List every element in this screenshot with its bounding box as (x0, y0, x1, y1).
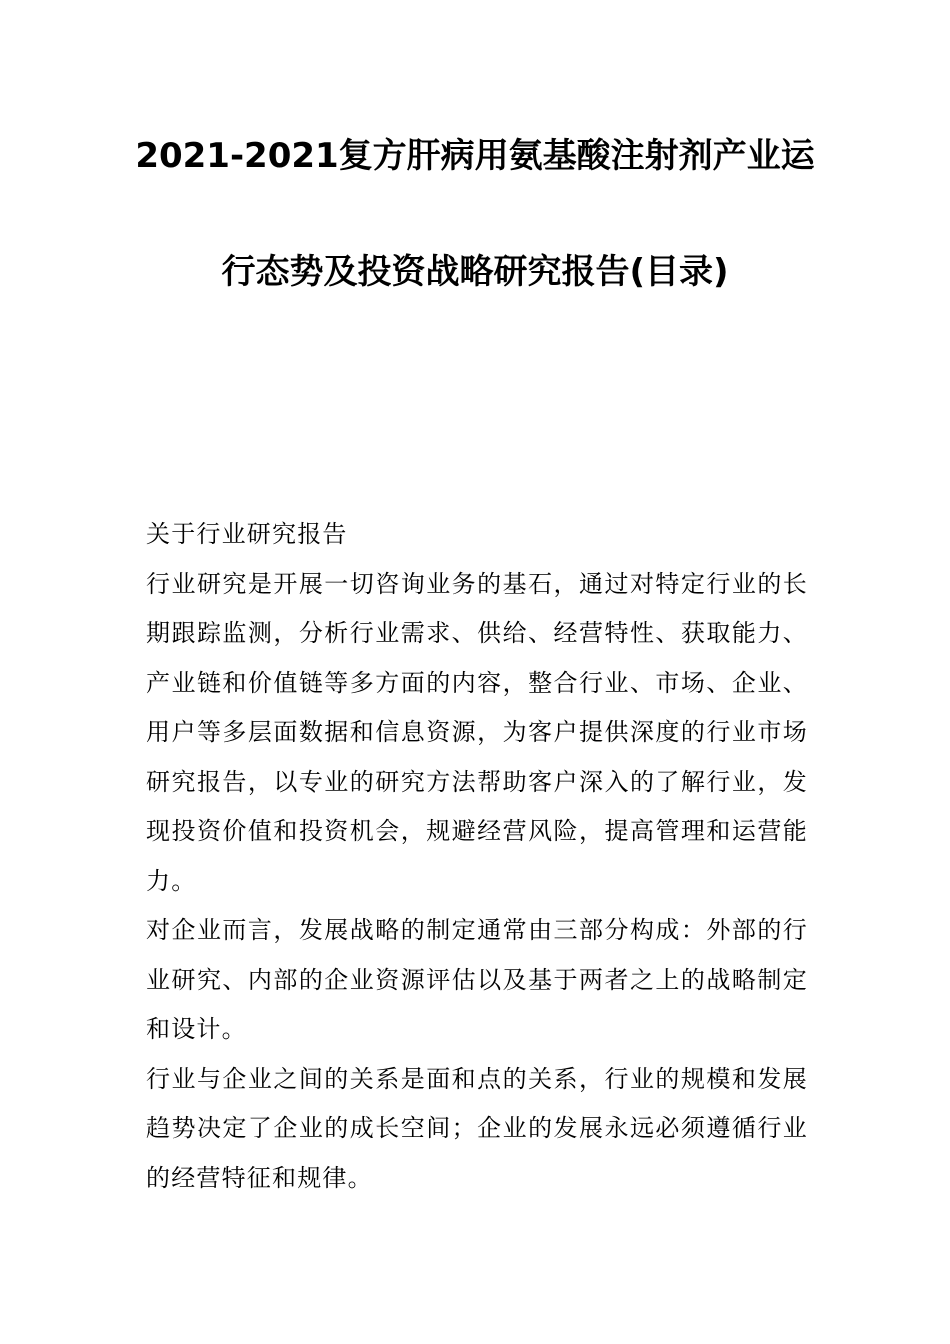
section-heading: 关于行业研究报告 (146, 520, 348, 548)
document-title-line-2: 行态势及投资战略研究报告(目录) (221, 252, 729, 292)
paragraph-2: 对企业而言，发展战略的制定通常由三部分构成：外部的行业研究、内部的企业资源评估以及基于两者之上的战略制定和设计。 (146, 916, 808, 1043)
document-title-line-1: 2021-2021复方肝病用氨基酸注射剂产业运 (135, 136, 815, 176)
document-body (146, 510, 808, 1203)
paragraph-3: 行业与企业之间的关系是面和点的关系，行业的规模和发展趋势决定了企业的成长空间；企业的发展永远必须遵循行业的经营特征和规律。 (146, 1064, 808, 1192)
paragraph-1: 行业研究是开展一切咨询业务的基石，通过对特定行业的长期跟踪监测，分析行业需求、供给、经营特性、获取能力、产业链和价值链等多方面的内容，整合行业、市场、企业、用户等多层面数据和信息资源，为客户提供深度的行业市场研究报告，以专业的研究方法帮助客户深入的了解行业，发现投资价值和投资机会，规避经营风险，提高管理和运营能力。 (146, 569, 808, 895)
